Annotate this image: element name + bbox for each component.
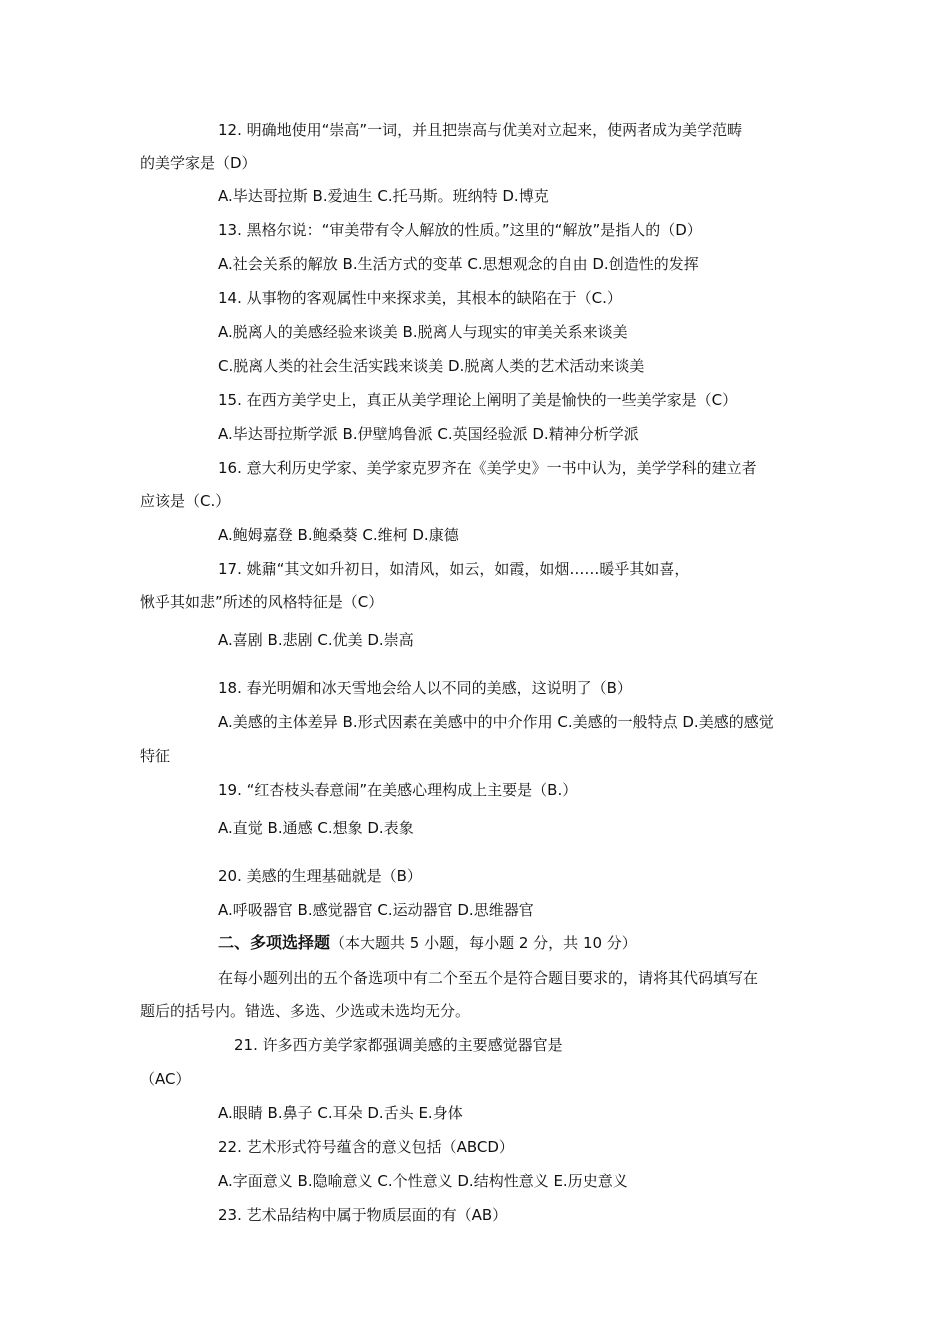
question-18-options: A.美感的主体差异 B.形式因素在美感中的中介作用 C.美感的一般特点 D.美感的感觉 xyxy=(218,713,774,731)
question-12-text: 12. 明确地使用“崇高”一词，并且把崇高与优美对立起来，使两者成为美学范畴 xyxy=(218,121,743,139)
question-16-text: 16. 意大利历史学家、美学家克罗齐在《美学史》一书中认为，美学学科的建立者 xyxy=(218,459,757,477)
question-22-options: A.字面意义 B.隐喻意义 C.个性意义 D.结构性意义 E.历史意义 xyxy=(218,1172,628,1190)
section-2-title: 二、多项选择题 xyxy=(218,933,331,952)
question-15-text: 15. 在西方美学史上，真正从美学理论上阐明了美是愉快的一些美学家是（C） xyxy=(218,391,738,409)
question-16-options: A.鲍姆嘉登 B.鲍桑葵 C.维柯 D.康德 xyxy=(218,526,459,544)
question-19-options: A.直觉 B.通感 C.想象 D.表象 xyxy=(218,819,414,837)
question-23-text: 23. 艺术品结构中属于物质层面的有（AB） xyxy=(218,1206,508,1224)
section-2-heading xyxy=(218,933,637,953)
section-2-instructions: 在每小题列出的五个备选项中有二个至五个是符合题目要求的，请将其代码填写在 xyxy=(218,969,759,987)
question-13-options: A.社会关系的解放 B.生活方式的变革 C.思想观念的自由 D.创造性的发挥 xyxy=(218,255,699,273)
section-2-note: （本大题共 5 小题，每小题 2 分，共 10 分） xyxy=(330,934,637,952)
question-20-options: A.呼吸器官 B.感觉器官 C.运动器官 D.思维器官 xyxy=(218,901,534,919)
question-17-text: 17. 姚鼐“其文如升初日，如清风，如云，如霞，如烟……暖乎其如喜， xyxy=(218,560,690,578)
question-21-options: A.眼睛 B.鼻子 C.耳朵 D.舌头 E.身体 xyxy=(218,1104,463,1122)
question-19-text: 19. “红杏枝头春意闹”在美感心理构成上主要是（B.） xyxy=(218,781,578,799)
question-20-text: 20. 美感的生理基础就是（B） xyxy=(218,867,422,885)
question-12-options: A.毕达哥拉斯 B.爱迪生 C.托马斯。班纳特 D.博克 xyxy=(218,187,549,205)
question-17-options: A.喜剧 B.悲剧 C.优美 D.崇高 xyxy=(218,631,414,649)
question-21-text: 21. 许多西方美学家都强调美感的主要感觉器官是 xyxy=(234,1036,563,1054)
question-18-text: 18. 春光明媚和冰天雪地会给人以不同的美感，这说明了（B） xyxy=(218,679,632,697)
question-14-text: 14. 从事物的客观属性中来探求美，其根本的缺陷在于（C.） xyxy=(218,289,622,307)
question-13-text: 13. 黑格尔说：“审美带有令人解放的性质。”这里的“解放”是指人的（D） xyxy=(218,221,702,239)
question-18-options-cont: 特征 xyxy=(140,747,171,765)
question-12-text-cont: 的美学家是（D） xyxy=(140,154,257,172)
question-16-text-cont: 应该是（C.） xyxy=(140,492,231,510)
question-17-text-cont: 愀乎其如悲”所述的风格特征是（C） xyxy=(140,593,384,611)
question-22-text: 22. 艺术形式符号蕴含的意义包括（ABCD） xyxy=(218,1138,514,1156)
question-14-options-cd: C.脱离人类的社会生活实践来谈美 D.脱离人类的艺术活动来谈美 xyxy=(218,357,645,375)
question-15-options: A.毕达哥拉斯学派 B.伊壁鸠鲁派 C.英国经验派 D.精神分析学派 xyxy=(218,425,639,443)
question-14-options-ab: A.脱离人的美感经验来谈美 B.脱离人与现实的审美关系来谈美 xyxy=(218,323,628,341)
question-21-answer: （AC） xyxy=(140,1070,191,1088)
section-2-instructions-cont: 题后的括号内。错选、多选、少选或未选均无分。 xyxy=(140,1002,471,1020)
